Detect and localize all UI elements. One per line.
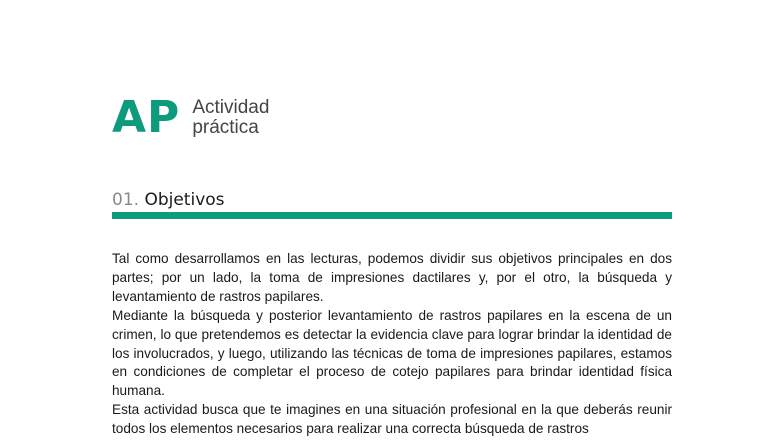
body-text [112, 250, 672, 439]
section-title: Objetivos [144, 190, 225, 210]
activity-label-line2: práctica [192, 117, 259, 138]
activity-label-line1: Actividad [192, 97, 270, 118]
paragraph-1: Tal como desarrollamos en las lecturas, podemos dividir sus objetivos principales en dos partes; por un lado, la toma de impresiones dactilares y, por el otro, la búsqueda y levantamiento de rastros papilares. [112, 251, 672, 304]
activity-label [192, 98, 269, 138]
activity-header [112, 92, 270, 143]
section-heading [112, 190, 225, 210]
activity-badge: AP [112, 92, 181, 143]
paragraph-2: Mediante la búsqueda y posterior levantamiento de rastros papilares en la escena de un crimen, lo que pretendemos es detectar la evidencia clave para lograr brindar la identidad de los involucrados, y luego, utilizando las técnicas de toma de impresiones papilares, estamos en condiciones de completar el proceso de cotejo papilares para brindar identidad física humana. [112, 307, 672, 399]
section-number: 01. [112, 190, 140, 210]
section-divider [112, 212, 672, 219]
paragraph-3: Esta actividad busca que te imagines en una situación profesional en la que deberás reunir todos los elementos necesarios para realizar una correcta búsqueda de rastros [112, 402, 672, 437]
